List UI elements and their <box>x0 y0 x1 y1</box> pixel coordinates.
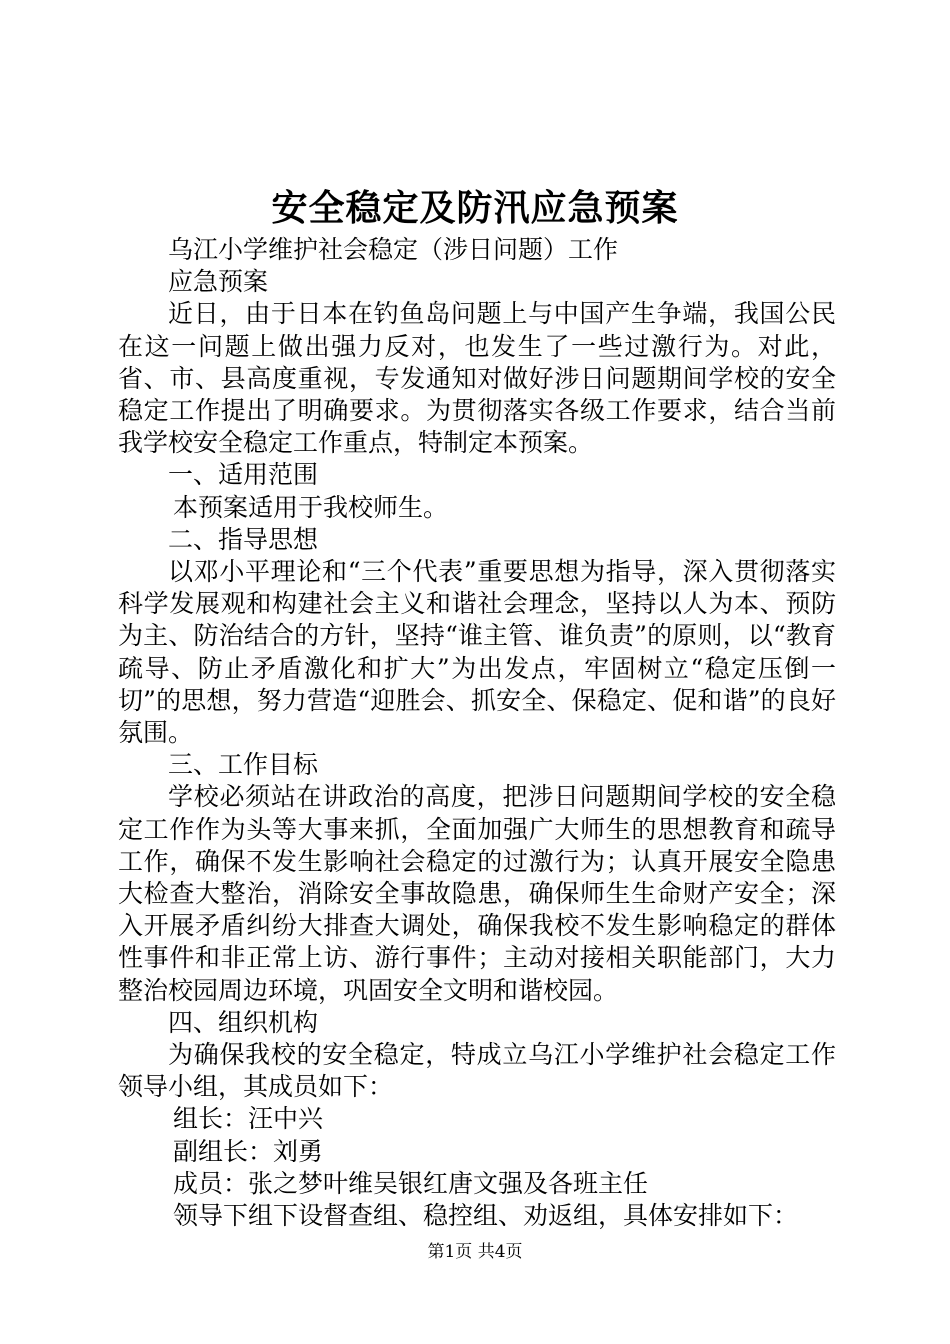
heading-work-goals: 三、工作目标 <box>168 750 319 780</box>
paragraph-guiding-ideology: 以邓小平理论和“三个代表”重要思想为指导，深入贯彻落实科学发展观和构建社会主义和谐社会理念，坚持以人为本、预防为主、防治结合的方针，坚持“谁主管、谁负责”的原则，以“教育疏导、防止矛盾激化和扩大”为出发点，牢固树立“稳定压倒一切”的思想，努力营造“迎胜会、抓安全、保稳定、促和谐”的良好氛围。 <box>118 557 836 748</box>
document-body <box>118 234 836 1232</box>
heading-organization: 四、组织机构 <box>168 1007 319 1037</box>
paragraph-deputy-leader: 副组长：刘勇 <box>173 1136 324 1166</box>
paragraph-school-header: 乌江小学维护社会稳定（涉日问题）工作 <box>168 235 619 264</box>
heading-guiding-ideology: 二、指导思想 <box>168 524 319 554</box>
paragraph-plan-label: 应急预案 <box>168 267 269 297</box>
paragraph-work-goals: 学校必须站在讲政治的高度，把涉日问题期间学校的安全稳定工作作为头等大事来抓，全面加强广大师生的思想教育和疏导工作，确保不发生影响社会稳定的过激行为；认真开展安全隐患大检查大整治，消除安全事故隐患，确保师生生命财产安全；深入开展矛盾纠纷大排查大调处，确保我校不发生影响稳定的群体性事件和非正常上访、游行事件；主动对接相关职能部门，大力整治校园周边环境，巩固安全文明和谐校园。 <box>118 782 836 1005</box>
paragraph-members: 成员：张之梦叶维吴银红唐文强及各班主任 <box>173 1168 649 1198</box>
heading-scope: 一、适用范围 <box>168 460 319 490</box>
paragraph-background: 近日，由于日本在钓鱼岛问题上与中国产生争端，我国公民在这一问题上做出强力反对，也发生了一些过激行为。对此，省、市、县高度重视，专发通知对做好涉日问题期间学校的安全稳定工作提出了明确要求。为贯彻落实各级工作要求，结合当前我学校安全稳定工作重点，特制定本预案。 <box>118 299 836 458</box>
paragraph-leader: 组长：汪中兴 <box>173 1104 324 1134</box>
paragraph-subgroups: 领导下组下设督查组、稳控组、劝返组，具体安排如下： <box>173 1201 799 1231</box>
paragraph-scope: 本预案适用于我校师生。 <box>173 492 449 522</box>
document-title: 安全稳定及防汛应急预案 <box>271 187 679 229</box>
paragraph-organization: 为确保我校的安全稳定，特成立乌江小学维护社会稳定工作领导小组，其成员如下： <box>118 1040 836 1102</box>
page-footer: 第1页 共4页 <box>427 1242 523 1262</box>
